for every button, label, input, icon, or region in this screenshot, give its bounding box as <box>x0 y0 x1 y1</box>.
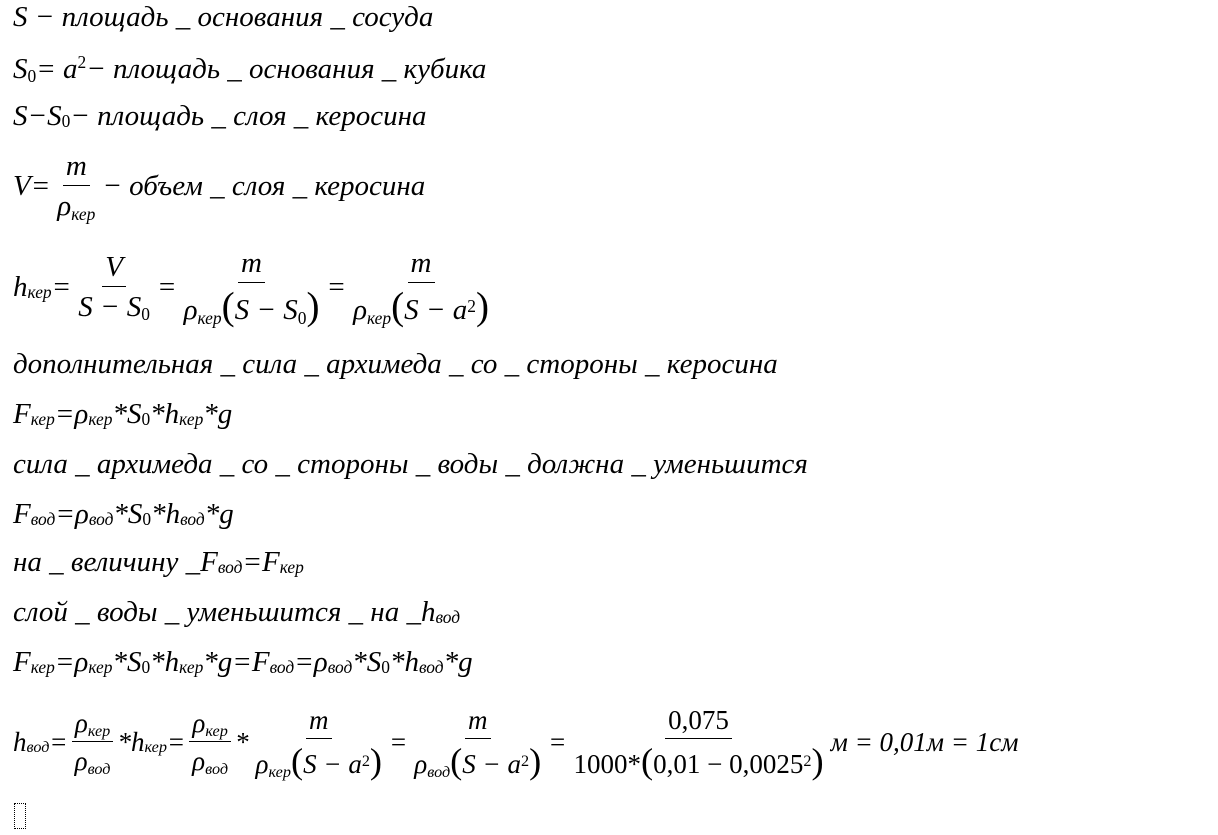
kerosene-volume-label: − объем _ слоя _ керосина <box>102 170 426 203</box>
fraction-rho-ratio-2: $\frac{\rho_{кер}}{\rho_{вод}}$ <box>189 708 231 777</box>
vessel-base-area-definition: S − площадь _ основания _ сосуда <box>13 1 434 33</box>
fraction-V-over-area: $\frac{V}{S - S_0}$ <box>78 250 150 325</box>
formula-line-10: на _ величину _ F $_{вод}$ = F $_{кер}$ <box>13 546 304 578</box>
formula-line-9: F $_{вод}$ = ρ $_{вод}$ * S $_0$ * h $_{вод}$ * g <box>13 498 234 530</box>
fraction-rho-ratio: $\frac{\rho_{кер}}{\rho_{вод}}$ <box>72 708 114 777</box>
formula-line-8 <box>13 450 808 479</box>
water-force-decrease-label: сила _ архимеда _ со _ стороны _ воды _ должна _ уменьшится <box>13 448 808 480</box>
formula-line-7: F $_{кер}$ = ρ $_{кер}$ * S $_0$ * h $_{кер}$ * g <box>13 398 233 430</box>
formula-line-4: V = $\frac{m}{\rho_{кер}}$ − объем _ слоя _ керосина <box>13 150 426 224</box>
text-cursor-placeholder[interactable] <box>14 803 26 829</box>
additional-archimedes-force-label: дополнительная _ сила _ архимеда _ со _ стороны _ керосина <box>13 348 778 380</box>
fraction-m-over-rho-vod-a2: $\frac{m}{\rho_{вод}(S - a^2)}$ <box>414 705 542 782</box>
formula-line-5: h $_{кер}$ = $\frac{V}{S - S_0}$ = $\frac{m}{\rho_{кер}(S - S_0)}$ = $\frac{m}{\rho_{кер}(S - a^2)}$ <box>13 247 496 328</box>
formula-line-3: S − S $_0$ − площадь _ слоя _ керосина <box>13 100 427 132</box>
cube-base-area-label: − площадь _ основания _ кубика <box>86 53 487 85</box>
formula-line-12: F $_{кер}$ = ρ $_{кер}$ * S $_0$ * h $_{кер}$ * g = F $_{вод}$ = ρ $_{вод}$ * S $_0$ * h $_{вод}$ * g <box>13 646 473 678</box>
symbol-S0: $S_0$ <box>13 53 37 87</box>
fraction-m-over-rho-ker-a2: $\frac{m}{\rho_{кер}(S - a^2)}$ <box>255 705 383 782</box>
equals-a: = a <box>36 53 78 85</box>
formula-line-11: слой _ воды _ уменьшится _ на _ h $_{вод}$ <box>13 596 461 628</box>
fraction-m-over-rho-area: $\frac{m}{\rho_{кер}(S - S_0)}$ <box>183 247 320 329</box>
kerosene-layer-area-label: − площадь _ слоя _ керосина <box>70 100 427 132</box>
formula-line-1 <box>13 3 433 32</box>
final-result: м = 0,01м = 1см <box>830 727 1019 758</box>
formula-line-6 <box>13 350 778 379</box>
fraction-m-over-rho: $\frac{m}{\rho_{кер}}$ <box>57 150 96 224</box>
fraction-m-over-rho-a2: $\frac{m}{\rho_{кер}(S - a^2)}$ <box>353 247 489 329</box>
formula-line-13: h $_{вод}$ = $\frac{\rho_{кер}}{\rho_{вод}}$ * h $_{кер}$ = $\frac{\rho_{кер}}{\rho_{вод}}$ * $\frac{m}{\rho_{кер}(S - a^2)}$ = $\frac{m}{\rho_{вод}(S - a^2)}$ = $\frac{0,075}{1000*(0,01 - 0,0025^2)}$ м = 0,01м = 1см <box>13 705 1019 782</box>
formula-line-2: $S_0$ = a $^2$ − площадь _ основания _ кубика <box>13 51 487 87</box>
fraction-numeric-result: $\frac{0,075}{1000*(0,01 - 0,0025^2)}$ <box>573 705 824 782</box>
